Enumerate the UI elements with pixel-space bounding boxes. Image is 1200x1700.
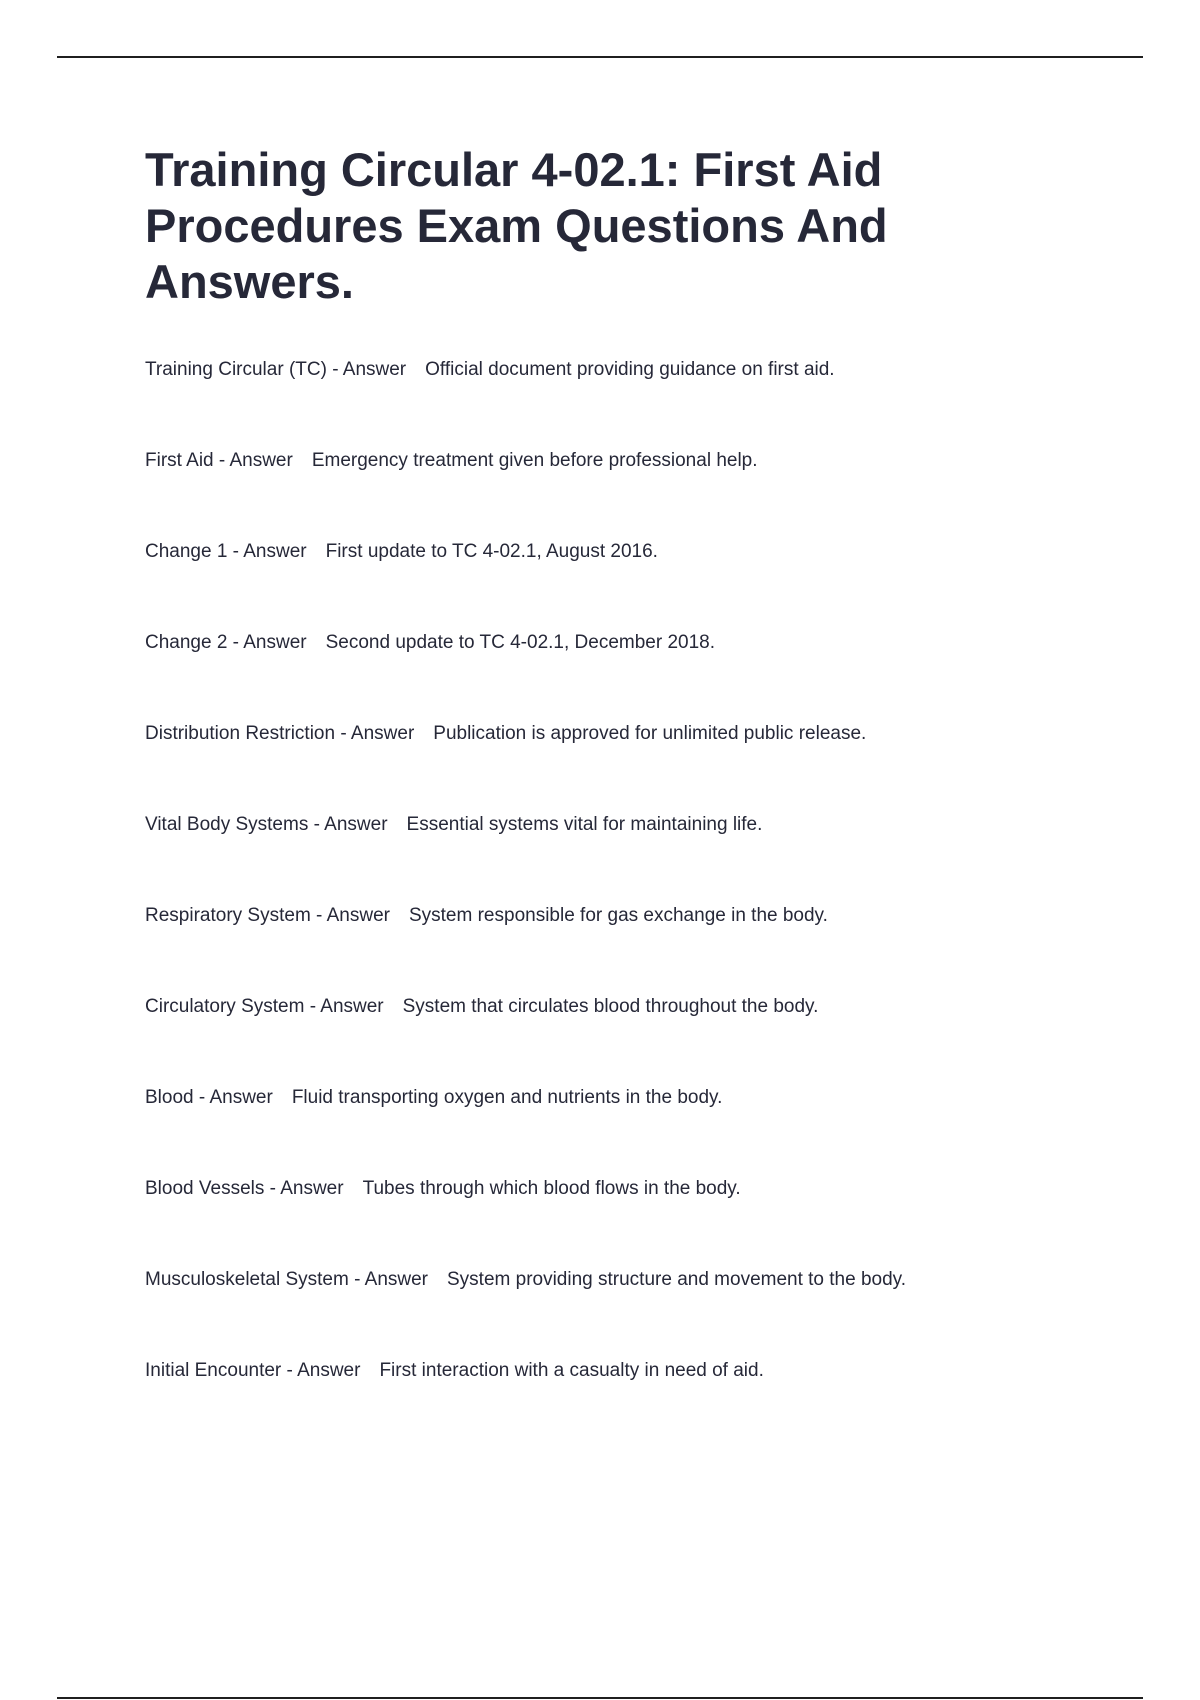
qa-term: Respiratory System [145,905,311,926]
qa-answer: System responsible for gas exchange in the body. [408,905,828,926]
qa-item: Initial Encounter - Answer First interaction with a casualty in need of aid. [145,1360,764,1381]
qa-answer-label: Answer [320,996,384,1017]
qa-item: Blood Vessels - Answer Tubes through which blood flows in the body. [145,1178,741,1199]
qa-answer-label: Answer [297,1360,361,1381]
qa-answer: First interaction with a casualty in need of aid. [379,1360,764,1381]
qa-term: Blood Vessels [145,1178,265,1199]
qa-answer-label: Answer [209,1087,273,1108]
qa-answer: System providing structure and movement to the body. [447,1269,907,1290]
qa-answer-label: Answer [326,905,390,926]
qa-answer: Essential systems vital for maintaining life. [406,814,763,835]
qa-item: First Aid - Answer Emergency treatment given before professional help. [145,450,758,471]
qa-answer-label: Answer [364,1269,428,1290]
qa-answer: Fluid transporting oxygen and nutrients in the body. [291,1087,723,1108]
qa-answer-label: Answer [350,723,415,744]
qa-item: Respiratory System - Answer System responsible for gas exchange in the body. [145,905,828,926]
qa-item: Distribution Restriction - Answer Publication is approved for unlimited public release. [145,723,867,744]
qa-term: Change 2 [145,632,228,653]
qa-answer-label: Answer [280,1178,344,1199]
qa-answer-label: Answer [342,359,407,380]
qa-answer: Official document providing guidance on first aid. [425,359,835,380]
qa-term: Vital Body Systems [145,814,309,835]
qa-term: Musculoskeletal System [145,1269,349,1290]
qa-term: Distribution Restriction [145,723,336,744]
qa-answer-label: Answer [243,632,307,653]
qa-term: Circulatory System [145,996,305,1017]
bottom-rule [57,1697,1143,1699]
document-body [145,142,1045,1381]
qa-answer-label: Answer [324,814,388,835]
qa-answer: System that circulates blood throughout the body. [402,996,819,1017]
top-rule [57,56,1143,58]
qa-item: Change 1 - Answer First update to TC 4-02.1, August 2016. [145,541,658,562]
qa-answer: Second update to TC 4-02.1, December 2018. [325,632,716,653]
qa-term: First Aid [145,450,214,471]
qa-item: Training Circular (TC) - Answer Official document providing guidance on first aid. [145,359,835,380]
qa-term: Change 1 [145,541,228,562]
qa-answer: Publication is approved for unlimited public release. [433,723,867,744]
qa-item: Musculoskeletal System - Answer System providing structure and movement to the body. [145,1269,907,1290]
qa-answer-label: Answer [243,541,307,562]
qa-item: Circulatory System - Answer System that circulates blood throughout the body. [145,996,819,1017]
document-title: Training Circular 4-02.1: First Aid Procedures Exam Questions And Answers. [145,143,888,308]
qa-item: Vital Body Systems - Answer Essential systems vital for maintaining life. [145,814,763,835]
qa-answer-label: Answer [229,450,293,471]
qa-term: Initial Encounter [145,1360,282,1381]
qa-item: Blood - Answer Fluid transporting oxygen and nutrients in the body. [145,1087,723,1108]
qa-item: Change 2 - Answer Second update to TC 4-02.1, December 2018. [145,632,716,653]
qa-answer: Emergency treatment given before professional help. [311,450,758,471]
qa-term: Blood [145,1087,194,1108]
qa-answer: Tubes through which blood flows in the body. [362,1178,741,1199]
qa-answer: First update to TC 4-02.1, August 2016. [325,541,658,562]
qa-term: Training Circular (TC) [145,359,327,380]
qa-list [145,357,1045,1449]
